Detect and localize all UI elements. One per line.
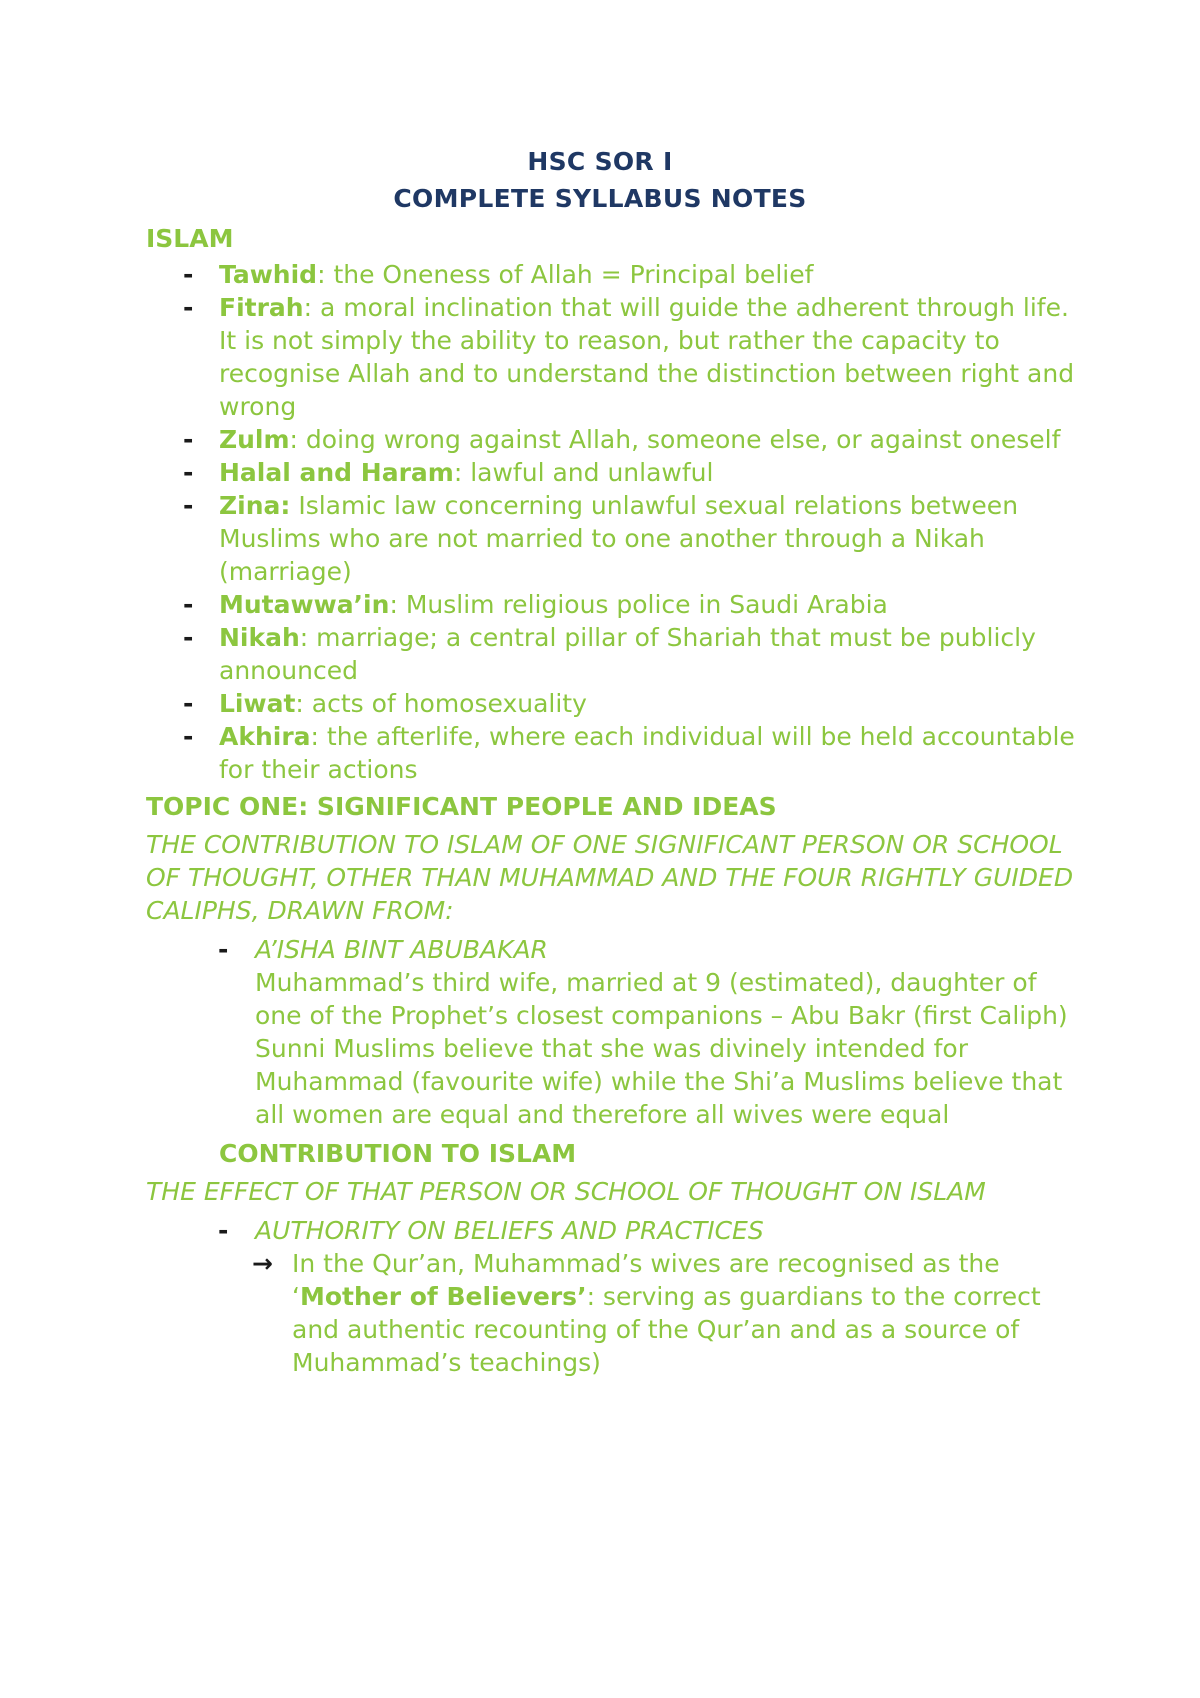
bullet-dash: - — [218, 1216, 229, 1245]
term: Liwat — [219, 689, 296, 718]
document-body — [146, 222, 1076, 1379]
definition-text: a moral inclination that will guide the adherent through life. It is not simply the ability to reason, but rather the capacity to recognise Allah and to understand the distinction between right and wrong — [219, 293, 1075, 421]
term: Zulm — [219, 425, 290, 454]
term: Nikah — [219, 623, 300, 652]
term: Halal and Haram — [219, 458, 454, 487]
arrow-text-bold: Mother of Believers’ — [299, 1282, 587, 1311]
bullet-dash: - — [183, 425, 194, 454]
list-item — [146, 291, 1076, 423]
list-item — [146, 423, 1076, 456]
list-item — [146, 258, 1076, 291]
list-item — [146, 489, 1076, 588]
list-item — [146, 588, 1076, 621]
contribution-heading: CONTRIBUTION TO ISLAM — [219, 1139, 577, 1168]
bullet-dash: - — [183, 689, 194, 718]
term: Zina: — [219, 491, 291, 520]
right-arrow-icon: → — [252, 1249, 273, 1278]
bullet-dash: - — [183, 458, 194, 487]
bullet-dash: - — [183, 491, 194, 520]
bullet-dash: - — [218, 935, 229, 964]
bullet-dash: - — [183, 590, 194, 619]
term-separator: : — [317, 260, 326, 289]
definition-text: the Oneness of Allah = Principal belief — [325, 260, 814, 289]
list-item — [146, 456, 1076, 489]
document-title: HSC SOR I — [527, 147, 673, 176]
list-item — [146, 687, 1076, 720]
arrow-text-before: In the Qur’an, Muhammad’s wives are recognised as the ‘ — [292, 1249, 1000, 1311]
list-item — [146, 621, 1076, 687]
term-separator: : — [289, 425, 298, 454]
term-separator: : — [310, 722, 319, 751]
contribution-prompt: THE CONTRIBUTION TO ISLAM OF ONE SIGNIFICANT PERSON OR SCHOOL OF THOUGHT, OTHER THAN MUHAMMAD AND THE FOUR RIGHTLY GUIDED CALIPHS, DRAWN FROM: — [146, 830, 1074, 925]
topic-heading: TOPIC ONE: SIGNIFICANT PEOPLE AND IDEAS — [146, 792, 777, 821]
bullet-dash: - — [183, 623, 194, 652]
definition-text: doing wrong against Allah, someone else, or against oneself — [297, 425, 1061, 454]
term-separator: : — [303, 293, 313, 322]
term: Akhira — [219, 722, 311, 751]
term: Fitrah — [219, 293, 304, 322]
bullet-dash: - — [183, 293, 194, 322]
definition-text: Muslim religious police in Saudi Arabia — [397, 590, 888, 619]
authority-item — [146, 1214, 1076, 1247]
definitions-list — [146, 258, 1076, 786]
definition-text: acts of homosexuality — [303, 689, 587, 718]
person-bio-2: Sunni Muslims believe that she was divinely intended for Muhammad (favourite wife) while the Shi’a Muslims believe that all women are equal and therefore all wives were equal — [255, 1034, 1063, 1129]
effect-prompt: THE EFFECT OF THAT PERSON OR SCHOOL OF THOUGHT ON ISLAM — [146, 1177, 986, 1206]
arrow-text-after: : serving as guardians to the correct and authentic recounting of the Qur’an and as a source of Muhammad’s teachings) — [292, 1282, 1041, 1377]
term-separator: : — [299, 623, 309, 652]
definition-text: lawful and unlawful — [462, 458, 714, 487]
term-separator: : — [295, 689, 304, 718]
definition-text: the afterlife, where each individual will be held accountable for their actions — [219, 722, 1075, 784]
term-separator: : — [389, 590, 398, 619]
list-item — [146, 720, 1076, 786]
bullet-dash: - — [183, 722, 194, 751]
person-name: A’ISHA BINT ABUBAKAR — [255, 935, 548, 964]
term-separator: : — [453, 458, 463, 487]
person-item — [146, 933, 1076, 1131]
arrow-point — [146, 1247, 1076, 1379]
term: Tawhid — [219, 260, 318, 289]
definition-text: marriage; a central pillar of Shariah that must be publicly announced — [219, 623, 1036, 685]
person-bio-1: Muhammad’s third wife, married at 9 (estimated), daughter of one of the Prophet’s closest companions – Abu Bakr (first Caliph) — [255, 968, 1068, 1030]
bullet-dash: - — [183, 260, 194, 289]
term: Mutawwa’in — [219, 590, 390, 619]
definition-text: Islamic law concerning unlawful sexual relations between Muslims who are not married to one another through a Nikah (marriage) — [219, 491, 1019, 586]
section-heading-islam: ISLAM — [146, 224, 234, 253]
authority-heading: AUTHORITY ON BELIEFS AND PRACTICES — [255, 1216, 764, 1245]
document-subtitle: COMPLETE SYLLABUS NOTES — [393, 184, 807, 213]
